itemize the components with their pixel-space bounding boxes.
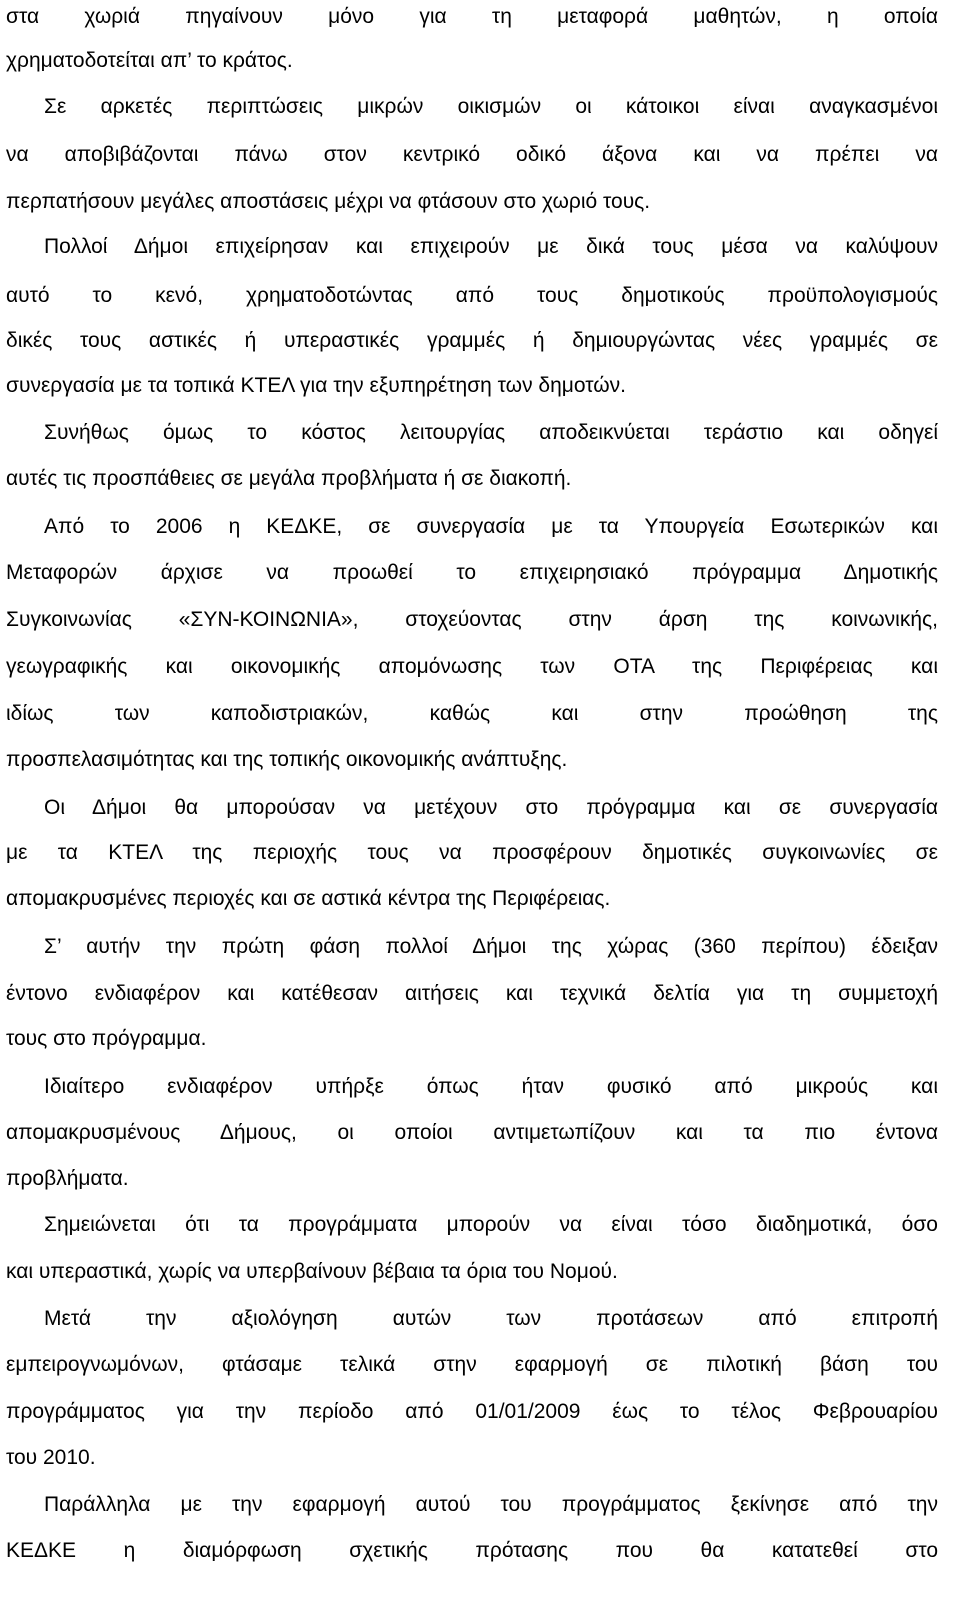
text-line: Μετά την αξιολόγηση αυτών των προτάσεων από επιτροπή bbox=[44, 1307, 938, 1330]
text-line: απομακρυσμένες περιοχές και σε αστικά κέντρα της Περιφέρειας. bbox=[6, 887, 611, 910]
text-line: γεωγραφικής και οικονομικής απομόνωσης των ΟΤΑ της Περιφέρειας και bbox=[6, 655, 938, 678]
text-line: με τα ΚΤΕΛ της περιοχής τους να προσφέρουν δημοτικές συγκοινωνίες σε bbox=[6, 841, 938, 864]
text-line: Σ’ αυτήν την πρώτη φάση πολλοί Δήμοι της χώρας (360 περίπου) έδειξαν bbox=[44, 935, 938, 958]
text-line: δικές τους αστικές ή υπεραστικές γραμμές ή δημιουργώντας νέες γραμμές σε bbox=[6, 329, 938, 352]
text-line: Παράλληλα με την εφαρμογή αυτού του προγράμματος ξεκίνησε από την bbox=[44, 1493, 938, 1516]
text-line: συνεργασία με τα τοπικά ΚΤΕΛ για την εξυπηρέτηση των δημοτών. bbox=[6, 374, 626, 397]
text-line: έντονο ενδιαφέρον και κατέθεσαν αιτήσεις και τεχνικά δελτία για τη συμμετοχή bbox=[6, 982, 938, 1005]
text-line: του 2010. bbox=[6, 1446, 96, 1469]
text-line: Συνήθως όμως το κόστος λειτουργίας αποδεικνύεται τεράστιο και οδηγεί bbox=[44, 421, 938, 444]
text-line: χρηματοδοτείται απ’ το κράτος. bbox=[6, 49, 293, 72]
text-line: εμπειρογνωμόνων, φτάσαμε τελικά στην εφαρμογή σε πιλοτική βάση του bbox=[6, 1353, 938, 1376]
text-line: προγράμματος για την περίοδο από 01/01/2009 έως το τέλος Φεβρουαρίου bbox=[6, 1400, 938, 1423]
text-line: προσπελασιμότητας και της τοπικής οικονομικής ανάπτυξης. bbox=[6, 748, 568, 771]
text-line: ιδίως των καποδιστριακών, καθώς και στην προώθηση της bbox=[6, 702, 938, 725]
text-line: Ιδιαίτερο ενδιαφέρον υπήρξε όπως ήταν φυσικό από μικρούς και bbox=[44, 1075, 938, 1098]
text-line: ΚΕΔΚΕ η διαμόρφωση σχετικής πρότασης που θα κατατεθεί στο bbox=[6, 1539, 938, 1562]
text-line: να αποβιβάζονται πάνω στον κεντρικό οδικό άξονα και να πρέπει να bbox=[6, 143, 938, 166]
text-line: απομακρυσμένους Δήμους, οι οποίοι αντιμετωπίζουν και τα πιο έντονα bbox=[6, 1121, 938, 1144]
text-line: αυτές τις προσπάθειες σε μεγάλα προβλήματα ή σε διακοπή. bbox=[6, 467, 572, 490]
text-line: Από το 2006 η ΚΕΔΚΕ, σε συνεργασία με τα Υπουργεία Εσωτερικών και bbox=[44, 515, 938, 538]
text-line: Πολλοί Δήμοι επιχείρησαν και επιχειρούν με δικά τους μέσα να καλύψουν bbox=[44, 235, 938, 258]
text-line: περπατήσουν μεγάλες αποστάσεις μέχρι να φτάσουν στο χωριό τους. bbox=[6, 190, 651, 213]
text-line: Συγκοινωνίας «ΣΥΝ-ΚΟΙΝΩΝΙΑ», στοχεύοντας στην άρση της κοινωνικής, bbox=[6, 608, 938, 631]
text-line: Οι Δήμοι θα μπορούσαν να μετέχουν στο πρόγραμμα και σε συνεργασία bbox=[44, 796, 938, 819]
text-line: τους στο πρόγραμμα. bbox=[6, 1027, 207, 1050]
text-line: προβλήματα. bbox=[6, 1167, 129, 1190]
text-line: Σε αρκετές περιπτώσεις μικρών οικισμών οι κάτοικοι είναι αναγκασμένοι bbox=[44, 95, 938, 118]
text-line: Μεταφορών άρχισε να προωθεί το επιχειρησιακό πρόγραμμα Δημοτικής bbox=[6, 561, 938, 584]
text-line: αυτό το κενό, χρηματοδοτώντας από τους δημοτικούς προϋπολογισμούς bbox=[6, 284, 938, 307]
text-line: και υπεραστικά, χωρίς να υπερβαίνουν βέβαια τα όρια του Νομού. bbox=[6, 1260, 618, 1283]
text-line: Σημειώνεται ότι τα προγράμματα μπορούν να είναι τόσο διαδημοτικά, όσο bbox=[44, 1213, 938, 1236]
text-line: στα χωριά πηγαίνουν μόνο για τη μεταφορά μαθητών, η οποία bbox=[6, 5, 938, 28]
